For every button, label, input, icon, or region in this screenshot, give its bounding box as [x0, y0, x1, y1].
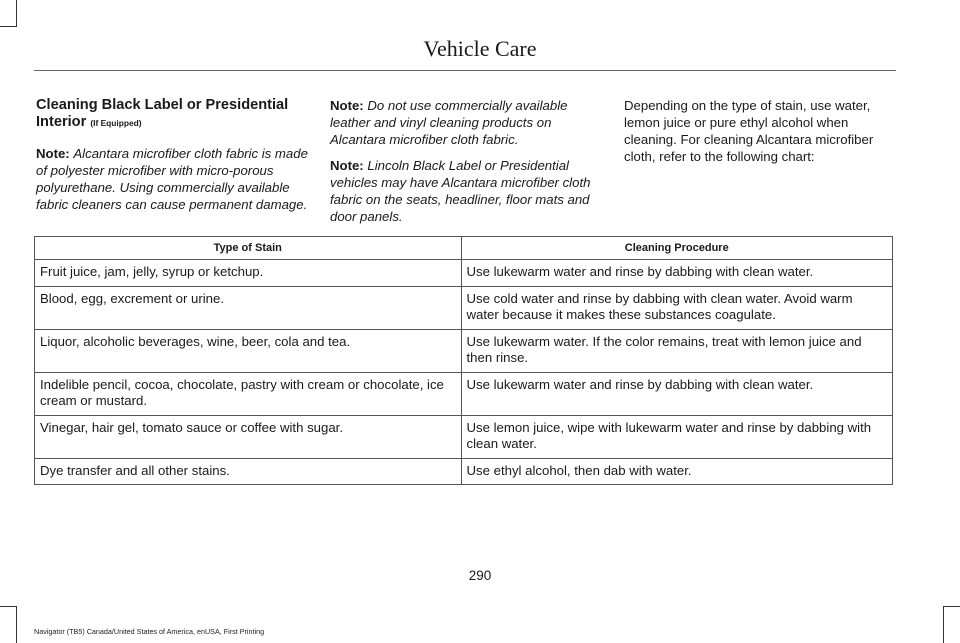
table-row	[35, 286, 893, 329]
table-cell-procedure: Use lukewarm water. If the color remains, treat with lemon juice and then rinse.	[461, 329, 893, 372]
column-right	[624, 97, 896, 174]
table-header-type-of-stain: Type of Stain	[35, 237, 462, 260]
note-text: Do not use commercially available leather and vinyl cleaning products on Alcantara microfiber cloth fabric.	[330, 98, 568, 147]
table-cell-stain: Fruit juice, jam, jelly, syrup or ketchup.	[35, 260, 462, 287]
table-row	[35, 372, 893, 415]
note-alcantara-fabric	[36, 145, 308, 213]
section-heading	[36, 97, 308, 132]
table-row	[35, 329, 893, 372]
page-header-title: Vehicle Care	[423, 36, 537, 61]
table-row	[35, 415, 893, 458]
table-cell-procedure: Use cold water and rinse by dabbing with clean water. Avoid warm water because it makes these substances coagulate.	[461, 286, 893, 329]
note-black-label-vehicles	[330, 157, 602, 225]
page-number: 290	[468, 568, 492, 583]
table-cell-stain: Indelible pencil, cocoa, chocolate, pastry with cream or chocolate, ice cream or mustard.	[35, 372, 462, 415]
table-cell-stain: Dye transfer and all other stains.	[35, 458, 462, 485]
crop-mark-bottom-left	[0, 606, 17, 643]
footer-edition-info: Navigator (TB5) Canada/United States of America, enUSA, First Printing	[34, 627, 265, 636]
stain-cleaning-table	[34, 236, 893, 485]
stain-intro-paragraph: Depending on the type of stain, use water, lemon juice or pure ethyl alcohol when cleaning. For cleaning Alcantara microfiber cloth, refer to the following chart:	[624, 98, 874, 164]
note-text: Alcantara microfiber cloth fabric is made of polyester microfiber with micro-porous polyurethane. Using commercially available fabric cleaners can cause permanent damage.	[36, 146, 308, 212]
note-text: Lincoln Black Label or Presidential vehicles may have Alcantara microfiber cloth fabric on the seats, headliner, floor mats and door panels.	[330, 158, 591, 224]
section-heading-text: Cleaning Black Label or Presidential Interior	[36, 97, 289, 130]
table-header-cleaning-procedure: Cleaning Procedure	[461, 237, 893, 260]
note-leather-vinyl	[330, 97, 602, 148]
note-label: Note:	[330, 98, 364, 113]
table-cell-procedure: Use lukewarm water and rinse by dabbing with clean water.	[461, 372, 893, 415]
table-header-row	[35, 237, 893, 260]
section-heading-qualifier: (If Equipped)	[90, 118, 142, 128]
table-cell-stain: Vinegar, hair gel, tomato sauce or coffee with sugar.	[35, 415, 462, 458]
crop-mark-top-left	[0, 0, 17, 27]
table-row	[35, 458, 893, 485]
table-cell-procedure: Use lukewarm water and rinse by dabbing with clean water.	[461, 260, 893, 287]
table-cell-stain: Liquor, alcoholic beverages, wine, beer, cola and tea.	[35, 329, 462, 372]
table-cell-procedure: Use ethyl alcohol, then dab with water.	[461, 458, 893, 485]
table-row	[35, 260, 893, 287]
header-divider	[34, 70, 896, 71]
table-cell-stain: Blood, egg, excrement or urine.	[35, 286, 462, 329]
note-label: Note:	[330, 158, 364, 173]
crop-mark-bottom-right	[943, 606, 960, 643]
note-label: Note:	[36, 146, 70, 161]
column-left	[36, 97, 308, 222]
table-cell-procedure: Use lemon juice, wipe with lukewarm water and rinse by dabbing with clean water.	[461, 415, 893, 458]
column-middle	[330, 97, 602, 234]
